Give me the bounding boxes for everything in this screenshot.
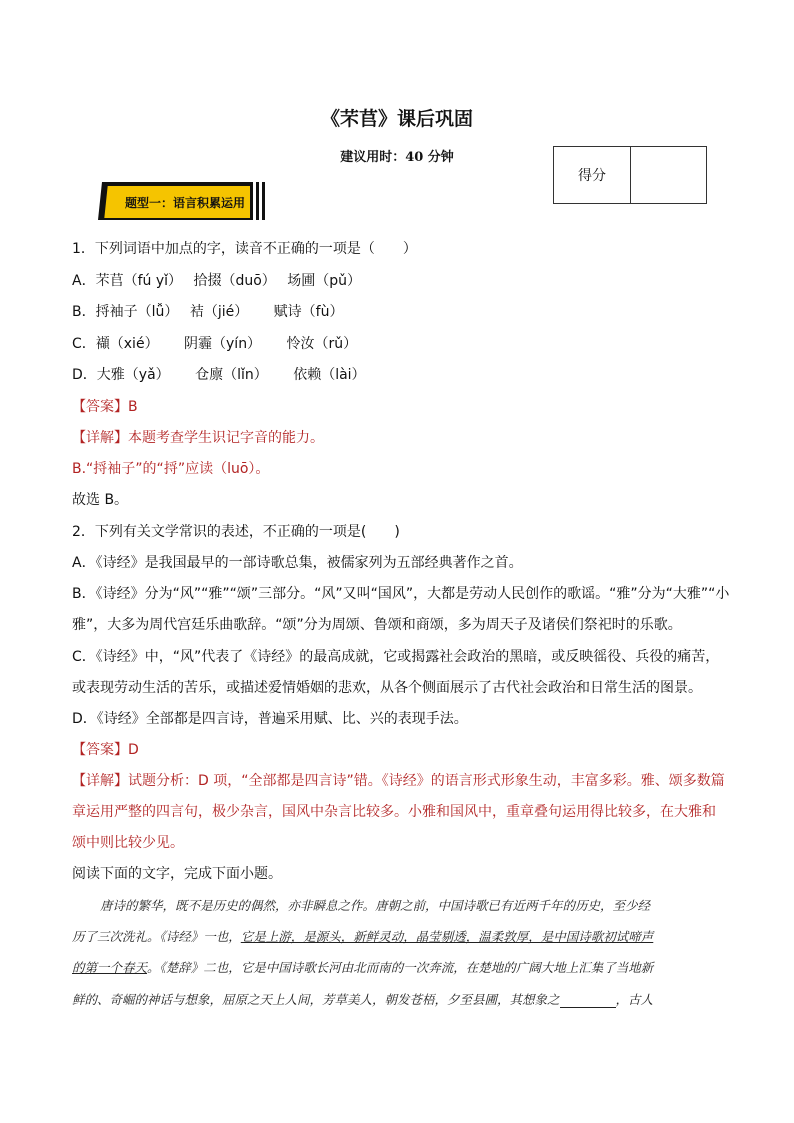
passage-line-2	[72, 927, 722, 945]
q2-answer-value: D	[128, 742, 139, 758]
q2-answer-tag: 【答案】	[72, 742, 128, 758]
q1-stem: 1．下列词语中加点的字，读音不正确的一项是（ ）	[72, 241, 417, 257]
reading-intro: 阅读下面的文字，完成下面小题。	[72, 866, 282, 882]
q1-detail-2: B.“捋袖子”的“捋”应读（luō）。	[72, 461, 270, 477]
q2-detail-line1	[72, 770, 725, 790]
q2-option-c-line2: 或表现劳动生活的苦乐，或描述爱情婚姻的悲欢，从各个侧面展示了古代社会政治和日常生活的图景。	[72, 680, 702, 696]
q2-option-b-line1: B．《诗经》分为“风”“雅”“颂”三部分。“风”又叫“国风”，大都是劳动人民创作的歌谣。“雅”分为“大雅”“小	[72, 586, 730, 602]
q2-option-b-line2: 雅”，大多为周代宫廷乐曲歌辞。“颂”分为周颂、鲁颂和商颂，多为周天子及诸侯们祭祀时的乐歌。	[72, 617, 682, 633]
banner-stripes	[250, 182, 268, 220]
banner-label-box	[104, 186, 265, 218]
q1-conclusion: 故选 B。	[72, 492, 129, 508]
q2-detail-line2: 章运用严整的四言句，极少杂言，国风中杂言比较多。小雅和国风中，重章叠句运用得比较多，在大雅和	[72, 804, 716, 820]
page-title: 《芣苢》课后巩固	[320, 108, 473, 130]
q2-detail-text-1: 试题分析：D 项，“全部都是四言诗”错。《诗经》的语言形式形象生动，丰富多彩。雅、颂多数篇	[128, 773, 725, 789]
q1-answer-tag: 【答案】	[72, 399, 128, 415]
q2-option-d: D．《诗经》全部都是四言诗，普遍采用赋、比、兴的表现手法。	[72, 711, 468, 727]
q1-option-b: B．捋袖子（lǚ） 袺（jié） 赋诗（fù）	[72, 304, 344, 320]
q2-detail-tag: 【详解】	[72, 773, 128, 789]
q2-stem: 2．下列有关文学常识的表述，不正确的一项是( )	[72, 524, 400, 540]
q2-detail-line3: 颂中则比较少见。	[72, 835, 184, 851]
section-banner-label: 题型一：语言积累运用	[124, 195, 245, 210]
fill-in-blank[interactable]	[560, 995, 616, 1008]
q1-detail-text: 本题考查学生识记字音的能力。	[128, 430, 324, 446]
q1-option-d: D．大雅（yǎ） 仓廪（lǐn） 依赖（lài）	[72, 367, 366, 383]
q2-option-c-line1: C．《诗经》中，“风”代表了《诗经》的最高成就，它或揭露社会政治的黑暗，或反映徭役、兵役的痛苦，	[72, 649, 720, 665]
passage-line-4-end: ，古人	[615, 992, 654, 1007]
passage-line-4	[72, 990, 722, 1008]
passage-underlined-2: 的第一个春天	[72, 960, 148, 975]
section-banner	[100, 182, 268, 222]
passage-line-3	[72, 958, 722, 976]
q2-answer	[72, 739, 139, 759]
passage-line-3-rest: 。《楚辞》二也，它是中国诗歌长河由北而南的一次奔流，在楚地的广阔大地上汇集了当地新	[147, 960, 654, 975]
q1-option-a: A．芣苢（fú yǐ） 拾掇（duō） 场圃（pǔ）	[72, 273, 361, 289]
q1-detail-tag: 【详解】	[72, 430, 128, 446]
score-value-cell[interactable]	[631, 147, 706, 203]
score-label: 得分	[554, 147, 631, 203]
q1-answer	[72, 396, 138, 416]
score-box	[553, 146, 707, 204]
passage-line-4-start: 鲜的、奇崛的神话与想象，屈原之天上人间，芳草美人，朝发苍梧，夕至县圃，其想象之	[72, 992, 560, 1007]
q2-option-a: A．《诗经》是我国最早的一部诗歌总集，被儒家列为五部经典著作之首。	[72, 555, 523, 571]
q1-detail	[72, 427, 324, 447]
suggested-time: 建议用时：40 分钟	[340, 150, 454, 165]
passage-line-2-start: 历了三次洗礼。《诗经》一也，	[72, 929, 241, 944]
q1-option-c: C．襭（xié） 阴霾（yín） 怜汝（rǔ）	[72, 336, 358, 352]
passage-line-1: 唐诗的繁华，既不是历史的偶然，亦非瞬息之作。唐朝之前，中国诗歌已有近两千年的历史，至少经	[100, 898, 651, 913]
passage-underlined-1: 它是上游，是源头，新鲜灵动，晶莹剔透，温柔敦厚，是中国诗歌初试啼声	[240, 929, 654, 944]
q1-answer-value: B	[128, 399, 138, 415]
